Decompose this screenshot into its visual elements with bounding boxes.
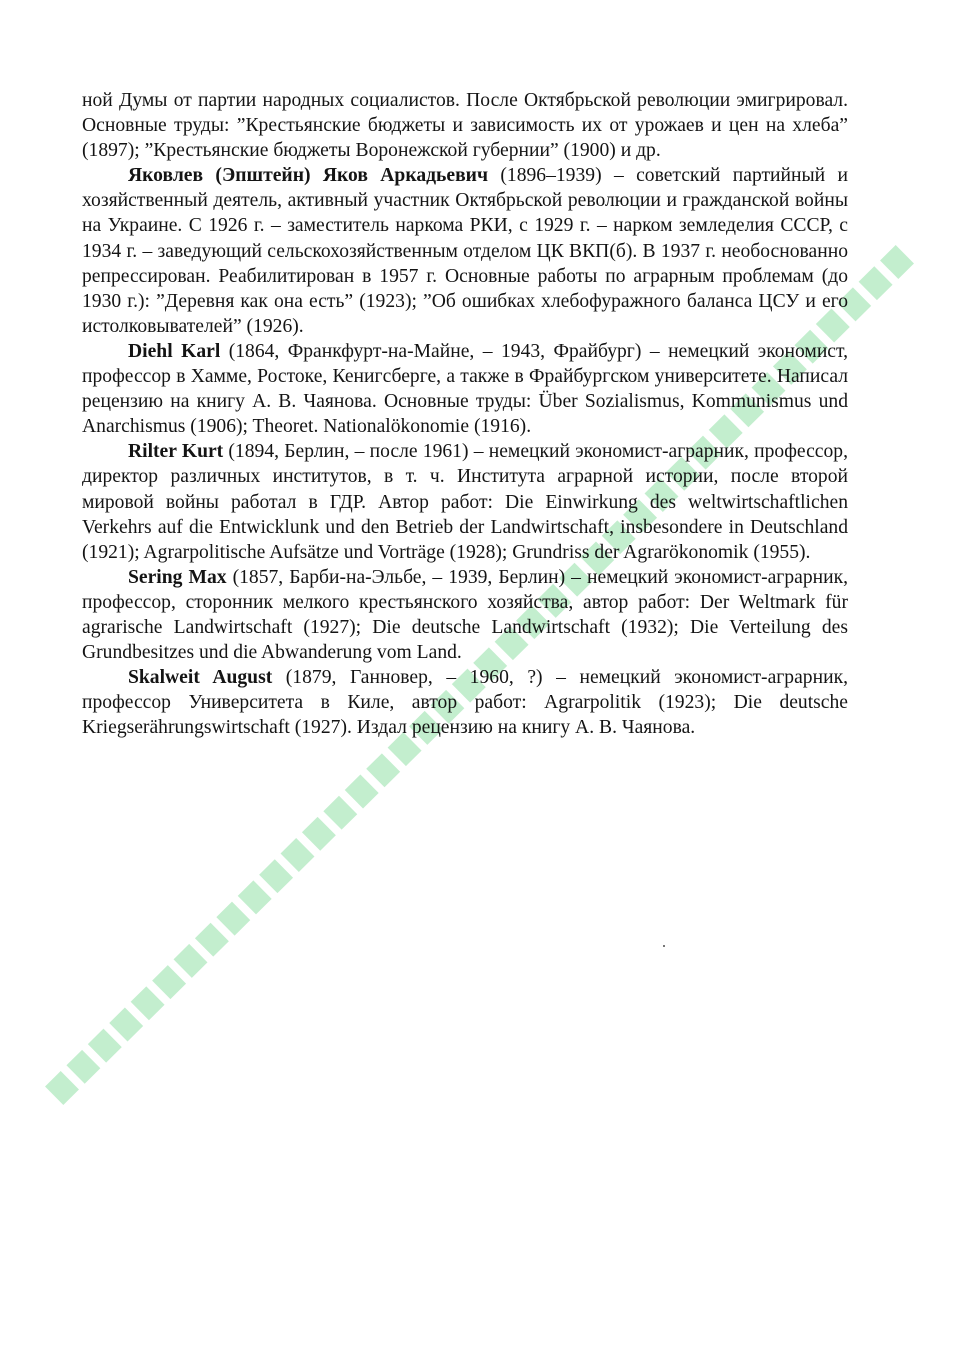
watermark-block (66, 1050, 100, 1084)
entry-paragraph (82, 163, 848, 339)
entry-paragraph (82, 88, 848, 163)
entry-name: Sering Max (128, 566, 227, 588)
entry-paragraph (82, 339, 848, 439)
entry-text: (1894, Берлин, – после 1961) – немецкий экономист-аграрник, профессор, директор различных институтов, в т. ч. Института аграрной истории, после второй мировой войны работал в ГДР. Автор работ: Die Einwirkung des weltwirtschaftlichen Verkehrs auf die Entwicklunk und den Betrieb der Landwirtschaft, insbesondere in Deutschland (1921); Agrarpolitische Aufsätze und Vorträge (1928); Grundriss der Agrarökonomik (1955). (82, 441, 848, 563)
watermark-block (259, 859, 293, 893)
watermark-block (281, 838, 315, 872)
entry-text: (1896–1939) – советский партийный и хозяйственный деятель, активный участник Октябрьской революции и гражданской войны на Украине. С 1926 г. – заместитель наркома РКИ, с 1929 г. – нарком земледелия СССР, с 1934 г. – заведующий сельскохозяйственным отделом ЦК ВКП(б). В 1937 г. необоснованно репрессирован. Реабилитирован в 1957 г. Основные работы по аграрным проблемам (до 1930 г.): ”Деревня как она есть” (1923); ”Об ошибках хлебофуражного баланса ЦСУ и его истолковывателей” (1926). (82, 165, 848, 337)
entry-name: Rilter Kurt (128, 441, 224, 463)
watermark-block (366, 753, 400, 787)
entry-text: (1879, Ганновер, – 1960, ?) – немецкий экономист-аграрник, профессор Университета в Киле, автор работ: Agrarpolitik (1923); Die deutsche Kriegserährungswirtschaft (1927). Издал рецензию на книгу А. В. Чаянова. (82, 667, 848, 739)
entry-name: Яковлев (Эпштейн) Яков Аркадьевич (128, 165, 489, 187)
watermark-block (302, 817, 336, 851)
watermark-block (323, 796, 357, 830)
entry-name: Diehl Karl (128, 340, 221, 362)
watermark-block (195, 923, 229, 957)
watermark-block (859, 266, 893, 300)
watermark-block (109, 1008, 143, 1042)
watermark-block (238, 880, 272, 914)
text-body (82, 88, 848, 740)
entry-paragraph (82, 665, 848, 740)
entry-text: (1857, Барби-на-Эльбе, – 1939, Берлин) – немецкий экономист-аграрник, профессор, сторонник мелкого крестьянского хозяйства, автор работ: Der Weltmark für agrarische Landwirtschaft (1927); Die deutsche Landwirtschaft (1932); Die Verteilung des Grundbesitzes und die Abwanderung vom Land. (82, 566, 849, 664)
watermark-block (131, 986, 165, 1020)
entry-name: Skalweit August (128, 667, 273, 689)
entry-text: (1864, Франкфурт-на-Майне, – 1943, Фрайбург) – немецкий экономист, профессор в Хамме, Ростоке, Кенигсберге, а также в Фрайбургском университете. Написал рецензию на книгу А. В. Чаянова. Основные труды: Über Sozialismus, Kommunismus und Anarchismus (1906); Theoret. Nationalökonomie (1916). (82, 340, 848, 438)
watermark-block (45, 1071, 79, 1105)
entry-text: ной Думы от партии народных социалистов. После Октябрьской революции эмигрировал. Основные труды: ”Крестьянские бюджеты и зависимость их от урожаев и цен на хлеба” (1897); ”Крестьянские бюджеты Воронежской губернии” (1900) и др. (82, 90, 848, 162)
entry-paragraph (82, 439, 848, 564)
watermark-block (152, 965, 186, 999)
entry-paragraph (82, 565, 848, 665)
watermark-block (216, 902, 250, 936)
watermark-block (88, 1029, 122, 1063)
watermark-block (880, 245, 914, 279)
watermark-block (174, 944, 208, 978)
watermark-block (345, 775, 379, 809)
